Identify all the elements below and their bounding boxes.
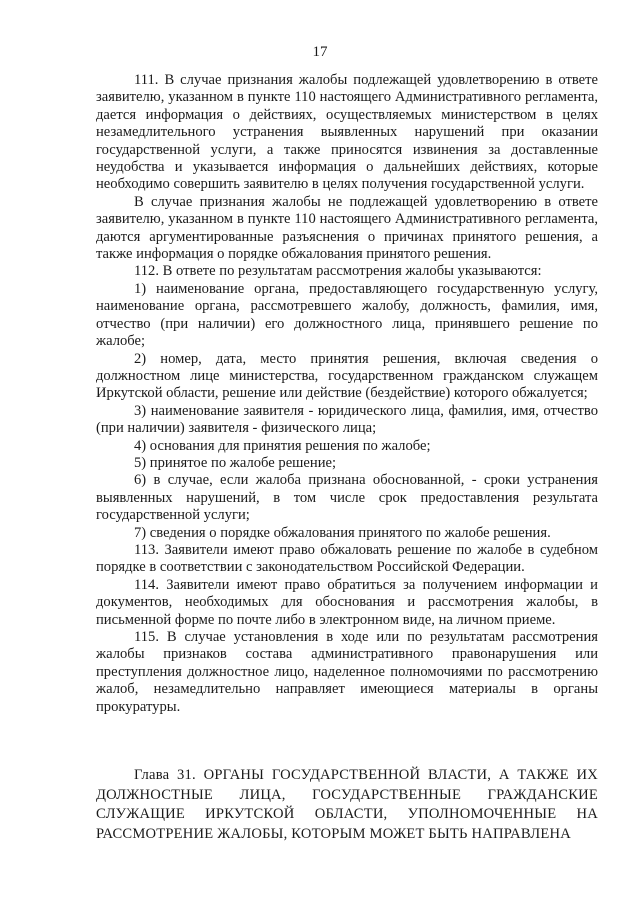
paragraph-114: 114. Заявители имеют право обратиться за получением информации и документов, необходимых для обоснования и рассмотрения жалобы, в письменной форме по почте либо в электронном виде, на личном приеме.	[96, 576, 598, 628]
list-item-7: 7) сведения о порядке обжалования принятого по жалобе решения.	[134, 524, 551, 541]
paragraph-113: 113. Заявители имеют право обжаловать решение по жалобе в судебном порядке в соответствии с законодательством Российской Федерации.	[96, 541, 598, 576]
list-item-6: 6) в случае, если жалоба признана обоснованной, - сроки устранения выявленных нарушений, в том числе срок предоставления результата государственной услуги;	[96, 472, 598, 524]
paragraph-111: 111. В случае признания жалобы подлежащей удовлетворению в ответе заявителю, указанном в пункте 110 настоящего Административного регламента, дается информация о действиях, осуществляемых министерством в целях незамедлительного устранения выявленных нарушений при оказании государственной услуги, а также приносятся извинения за доставленные неудобства и указывается информация о дальнейших действиях, которые необходимо совершить заявителю в целях получения государственной услуги.	[96, 72, 598, 193]
body-text	[96, 72, 598, 716]
list-item-4: 4) основания для принятия решения по жалобе;	[134, 437, 431, 454]
list-item-1: 1) наименование органа, предоставляющего государственную услугу, наименование органа, рассмотревшего жалобу, должность, фамилия, имя, отчество (при наличии) его должностного лица, принявшего решение по жалобе;	[96, 280, 598, 350]
list-item-3: 3) наименование заявителя - юридического лица, фамилия, имя, отчество (при наличии) заявителя - физического лица;	[96, 402, 598, 437]
chapter-heading: Глава 31. ОРГАНЫ ГОСУДАРСТВЕННОЙ ВЛАСТИ, А ТАКЖЕ ИХ ДОЛЖНОСТНЫЕ ЛИЦА, ГОСУДАРСТВЕННЫЕ ГРАЖДАНСКИЕ СЛУЖАЩИЕ ИРКУТСКОЙ ОБЛАСТИ, УПОЛНОМОЧЕННЫЕ НА РАССМОТРЕНИЕ ЖАЛОБЫ, КОТОРЫМ МОЖЕТ БЫТЬ НАПРАВЛЕНА	[96, 767, 598, 842]
list-item-2: 2) номер, дата, место принятия решения, включая сведения о должностном лице министерства, государственном гражданском служащем Иркутской области, решение или действие (бездействие) которого обжалуется;	[96, 350, 598, 402]
paragraph-111-refusal: В случае признания жалобы не подлежащей удовлетворению в ответе заявителю, указанном в пункте 110 настоящего Административного регламента, даются аргументированные разъяснения о причинах принятого решения, а также информация о порядке обжалования принятого решения.	[96, 193, 598, 263]
page-number: 17	[312, 44, 328, 60]
list-item-5: 5) принятое по жалобе решение;	[134, 454, 337, 471]
paragraph-112: 112. В ответе по результатам рассмотрения жалобы указываются:	[134, 263, 542, 280]
paragraph-115: 115. В случае установления в ходе или по результатам рассмотрения жалобы признаков состава административного правонарушения или преступления должностное лицо, наделенное полномочиями по рассмотрению жалоб, незамедлительно направляет имеющиеся материалы в органы прокуратуры.	[96, 629, 598, 715]
